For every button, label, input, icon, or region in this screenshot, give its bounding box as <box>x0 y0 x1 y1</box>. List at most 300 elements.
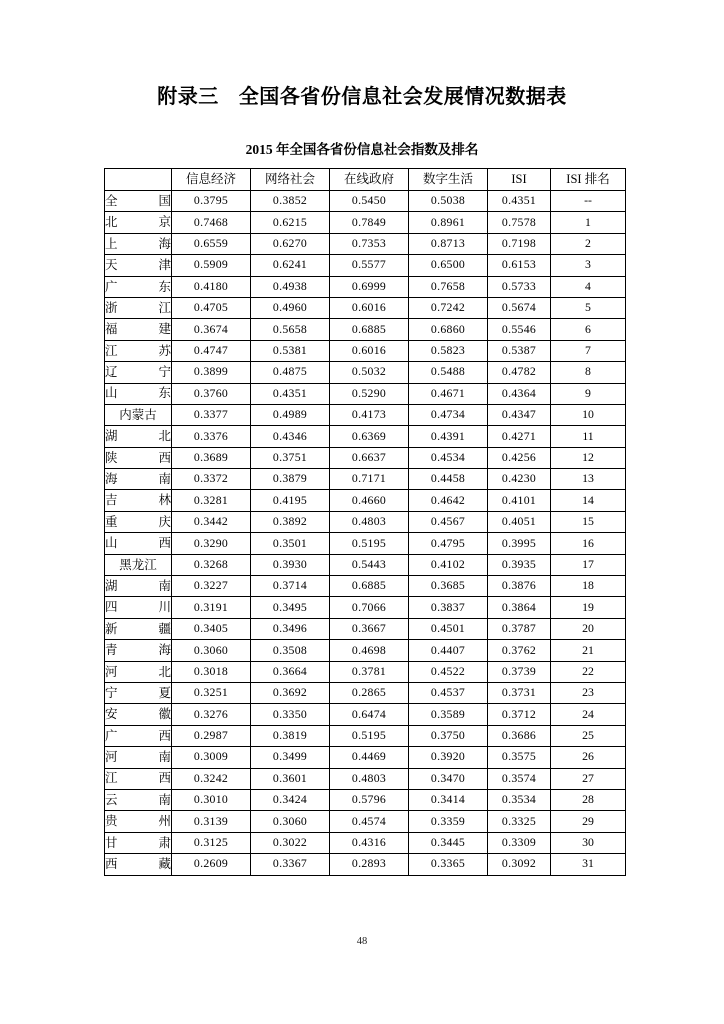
table-cell-region <box>105 811 172 832</box>
table-row <box>105 789 626 810</box>
table-row <box>105 747 626 768</box>
table-cell-zaixian: 0.6999 <box>330 276 409 297</box>
table-cell-zaixian: 0.5195 <box>330 725 409 746</box>
table-cell-isi: 0.4051 <box>488 511 551 532</box>
region-name: 江 苏 <box>105 343 171 358</box>
isi-data-table <box>104 168 626 876</box>
table-cell-xinxi: 0.3268 <box>172 554 251 575</box>
region-name: 河 南 <box>105 750 171 765</box>
table-cell-wangluo: 0.3692 <box>251 682 330 703</box>
table-row <box>105 191 626 212</box>
table-cell-zaixian: 0.7353 <box>330 233 409 254</box>
table-cell-wangluo: 0.3714 <box>251 576 330 597</box>
column-header-rank: ISI 排名 <box>551 169 626 191</box>
table-cell-isi: 0.3731 <box>488 682 551 703</box>
region-name: 山 西 <box>105 536 171 551</box>
table-cell-shuzi: 0.4458 <box>409 469 488 490</box>
table-cell-xinxi: 0.3674 <box>172 319 251 340</box>
table-cell-rank: 10 <box>551 404 626 425</box>
table-cell-rank: 8 <box>551 362 626 383</box>
table-cell-wangluo: 0.3496 <box>251 618 330 639</box>
table-cell-xinxi: 0.3276 <box>172 704 251 725</box>
region-name: 宁 夏 <box>105 685 171 700</box>
table-cell-isi: 0.5674 <box>488 297 551 318</box>
region-name: 贵 州 <box>105 814 171 829</box>
table-cell-wangluo: 0.3424 <box>251 789 330 810</box>
region-name: 上 海 <box>105 236 171 251</box>
table-cell-xinxi: 0.2609 <box>172 854 251 875</box>
table-row <box>105 576 626 597</box>
region-name: 浙 江 <box>105 300 171 315</box>
table-cell-shuzi: 0.3445 <box>409 832 488 853</box>
table-cell-rank: 6 <box>551 319 626 340</box>
table-cell-xinxi: 0.3060 <box>172 640 251 661</box>
table-row <box>105 597 626 618</box>
table-cell-wangluo: 0.3367 <box>251 854 330 875</box>
table-cell-zaixian: 0.3667 <box>330 618 409 639</box>
table-cell-shuzi: 0.3750 <box>409 725 488 746</box>
table-cell-xinxi: 0.3405 <box>172 618 251 639</box>
table-cell-isi: 0.4347 <box>488 404 551 425</box>
table-cell-isi: 0.4351 <box>488 191 551 212</box>
table-cell-zaixian: 0.6885 <box>330 576 409 597</box>
table-cell-wangluo: 0.3892 <box>251 511 330 532</box>
table-cell-rank: 17 <box>551 554 626 575</box>
table-cell-region <box>105 661 172 682</box>
table-cell-zaixian: 0.4660 <box>330 490 409 511</box>
table-cell-shuzi: 0.6860 <box>409 319 488 340</box>
table-cell-region <box>105 576 172 597</box>
table-cell-shuzi: 0.3685 <box>409 576 488 597</box>
table-cell-xinxi: 0.2987 <box>172 725 251 746</box>
region-name: 广 东 <box>105 279 171 294</box>
table-cell-zaixian: 0.5195 <box>330 533 409 554</box>
table-row <box>105 640 626 661</box>
column-header-isi: ISI <box>488 169 551 191</box>
table-cell-region <box>105 511 172 532</box>
table-cell-isi: 0.7198 <box>488 233 551 254</box>
table-cell-rank: 16 <box>551 533 626 554</box>
table-cell-zaixian: 0.5032 <box>330 362 409 383</box>
table-row <box>105 811 626 832</box>
table-cell-isi: 0.4782 <box>488 362 551 383</box>
table-cell-rank: 13 <box>551 469 626 490</box>
table-cell-wangluo: 0.6215 <box>251 212 330 233</box>
table-cell-rank: 2 <box>551 233 626 254</box>
table-cell-wangluo: 0.3852 <box>251 191 330 212</box>
table-row <box>105 533 626 554</box>
table-cell-zaixian: 0.7066 <box>330 597 409 618</box>
table-cell-zaixian: 0.4698 <box>330 640 409 661</box>
table-cell-rank: 22 <box>551 661 626 682</box>
table-cell-rank: 29 <box>551 811 626 832</box>
table-cell-shuzi: 0.3920 <box>409 747 488 768</box>
table-cell-zaixian: 0.6474 <box>330 704 409 725</box>
region-name: 西 藏 <box>105 857 171 872</box>
table-cell-wangluo: 0.3751 <box>251 447 330 468</box>
table-cell-xinxi: 0.3139 <box>172 811 251 832</box>
column-header-wangluo: 网络社会 <box>251 169 330 191</box>
table-cell-isi: 0.3712 <box>488 704 551 725</box>
page-title <box>0 0 724 110</box>
region-name: 黑龙江 <box>119 557 157 572</box>
table-cell-region <box>105 297 172 318</box>
table-cell-rank: 7 <box>551 340 626 361</box>
table-cell-isi: 0.3574 <box>488 768 551 789</box>
table-cell-isi: 0.7578 <box>488 212 551 233</box>
table-cell-xinxi: 0.3281 <box>172 490 251 511</box>
table-row <box>105 832 626 853</box>
table-cell-shuzi: 0.3365 <box>409 854 488 875</box>
table-cell-xinxi: 0.5909 <box>172 255 251 276</box>
table-cell-zaixian: 0.4173 <box>330 404 409 425</box>
region-name: 四 川 <box>105 600 171 615</box>
table-cell-rank: 4 <box>551 276 626 297</box>
table-cell-wangluo: 0.3930 <box>251 554 330 575</box>
table-row <box>105 618 626 639</box>
table-cell-shuzi: 0.4407 <box>409 640 488 661</box>
region-name: 陕 西 <box>105 450 171 465</box>
table-row <box>105 682 626 703</box>
table-cell-shuzi: 0.4501 <box>409 618 488 639</box>
table-header <box>105 169 626 191</box>
table-cell-region <box>105 747 172 768</box>
table-cell-isi: 0.3309 <box>488 832 551 853</box>
table-body <box>105 191 626 876</box>
table-row <box>105 511 626 532</box>
column-header-region <box>105 169 172 191</box>
table-cell-shuzi: 0.4522 <box>409 661 488 682</box>
table-header-row <box>105 169 626 191</box>
table-cell-zaixian: 0.5450 <box>330 191 409 212</box>
table-row <box>105 297 626 318</box>
column-header-zaixian: 在线政府 <box>330 169 409 191</box>
table-cell-region <box>105 362 172 383</box>
table-cell-shuzi: 0.6500 <box>409 255 488 276</box>
table-cell-region <box>105 597 172 618</box>
region-name: 北 京 <box>105 215 171 230</box>
table-cell-zaixian: 0.6369 <box>330 426 409 447</box>
table-cell-isi: 0.4230 <box>488 469 551 490</box>
table-cell-shuzi: 0.4567 <box>409 511 488 532</box>
table-cell-shuzi: 0.8961 <box>409 212 488 233</box>
table-cell-isi: 0.3762 <box>488 640 551 661</box>
table-cell-zaixian: 0.4803 <box>330 768 409 789</box>
table-cell-rank: 18 <box>551 576 626 597</box>
table-cell-xinxi: 0.6559 <box>172 233 251 254</box>
table-cell-isi: 0.4271 <box>488 426 551 447</box>
table-cell-wangluo: 0.5381 <box>251 340 330 361</box>
table-cell-region <box>105 768 172 789</box>
column-header-shuzi: 数字生活 <box>409 169 488 191</box>
page-title-prefix: 附录三 <box>157 86 219 108</box>
table-cell-wangluo: 0.6241 <box>251 255 330 276</box>
table-cell-isi: 0.6153 <box>488 255 551 276</box>
table-cell-xinxi: 0.4705 <box>172 297 251 318</box>
table-cell-isi: 0.3864 <box>488 597 551 618</box>
table-container <box>104 166 620 876</box>
table-cell-wangluo: 0.4938 <box>251 276 330 297</box>
region-name: 甘 肃 <box>105 835 171 850</box>
table-row <box>105 704 626 725</box>
table-cell-zaixian: 0.4574 <box>330 811 409 832</box>
table-row <box>105 276 626 297</box>
table-cell-rank: 9 <box>551 383 626 404</box>
table-cell-shuzi: 0.3589 <box>409 704 488 725</box>
region-name: 海 南 <box>105 472 171 487</box>
table-cell-rank: -- <box>551 191 626 212</box>
table-cell-rank: 1 <box>551 212 626 233</box>
table-cell-wangluo: 0.3508 <box>251 640 330 661</box>
table-cell-xinxi: 0.3125 <box>172 832 251 853</box>
table-cell-isi: 0.3739 <box>488 661 551 682</box>
table-cell-wangluo: 0.3601 <box>251 768 330 789</box>
table-cell-isi: 0.3686 <box>488 725 551 746</box>
table-cell-region <box>105 725 172 746</box>
table-cell-xinxi: 0.3376 <box>172 426 251 447</box>
table-row <box>105 319 626 340</box>
table-cell-shuzi: 0.4391 <box>409 426 488 447</box>
table-cell-region <box>105 340 172 361</box>
region-name: 内蒙古 <box>119 407 157 422</box>
table-row <box>105 554 626 575</box>
table-cell-rank: 19 <box>551 597 626 618</box>
region-name: 山 东 <box>105 386 171 401</box>
table-cell-wangluo: 0.3060 <box>251 811 330 832</box>
table-cell-shuzi: 0.4534 <box>409 447 488 468</box>
table-row <box>105 340 626 361</box>
table-cell-region <box>105 212 172 233</box>
table-cell-isi: 0.3534 <box>488 789 551 810</box>
table-cell-region <box>105 554 172 575</box>
table-cell-region <box>105 704 172 725</box>
table-cell-isi: 0.3787 <box>488 618 551 639</box>
table-cell-shuzi: 0.3470 <box>409 768 488 789</box>
region-name: 天 津 <box>105 258 171 273</box>
table-cell-zaixian: 0.5796 <box>330 789 409 810</box>
region-name: 云 南 <box>105 792 171 807</box>
table-cell-region <box>105 789 172 810</box>
table-cell-xinxi: 0.3251 <box>172 682 251 703</box>
table-cell-zaixian: 0.2893 <box>330 854 409 875</box>
table-row <box>105 447 626 468</box>
table-cell-isi: 0.3092 <box>488 854 551 875</box>
table-cell-wangluo: 0.3499 <box>251 747 330 768</box>
table-cell-shuzi: 0.4537 <box>409 682 488 703</box>
table-cell-shuzi: 0.4671 <box>409 383 488 404</box>
table-cell-zaixian: 0.6637 <box>330 447 409 468</box>
table-cell-region <box>105 490 172 511</box>
table-cell-rank: 31 <box>551 854 626 875</box>
table-cell-wangluo: 0.3022 <box>251 832 330 853</box>
table-cell-xinxi: 0.7468 <box>172 212 251 233</box>
table-caption: 2015 年全国各省份信息社会指数及排名 <box>245 142 479 157</box>
table-cell-zaixian: 0.4803 <box>330 511 409 532</box>
table-row <box>105 404 626 425</box>
region-name: 广 西 <box>105 728 171 743</box>
table-cell-isi: 0.3935 <box>488 554 551 575</box>
table-cell-region <box>105 233 172 254</box>
table-cell-xinxi: 0.3009 <box>172 747 251 768</box>
table-cell-zaixian: 0.7849 <box>330 212 409 233</box>
table-cell-rank: 24 <box>551 704 626 725</box>
region-name: 安 徽 <box>105 707 171 722</box>
region-name: 湖 南 <box>105 578 171 593</box>
table-cell-wangluo: 0.3879 <box>251 469 330 490</box>
table-cell-region <box>105 854 172 875</box>
table-cell-shuzi: 0.7242 <box>409 297 488 318</box>
table-cell-xinxi: 0.3899 <box>172 362 251 383</box>
table-row <box>105 490 626 511</box>
table-cell-wangluo: 0.3495 <box>251 597 330 618</box>
table-cell-region <box>105 426 172 447</box>
table-cell-xinxi: 0.3290 <box>172 533 251 554</box>
table-cell-isi: 0.5387 <box>488 340 551 361</box>
page-title-text: 全国各省份信息社会发展情况数据表 <box>238 86 567 108</box>
table-cell-isi: 0.3995 <box>488 533 551 554</box>
table-cell-rank: 3 <box>551 255 626 276</box>
table-cell-zaixian: 0.5290 <box>330 383 409 404</box>
table-cell-zaixian: 0.2865 <box>330 682 409 703</box>
table-cell-shuzi: 0.4795 <box>409 533 488 554</box>
table-cell-xinxi: 0.3442 <box>172 511 251 532</box>
region-name: 重 庆 <box>105 514 171 529</box>
table-cell-xinxi: 0.3191 <box>172 597 251 618</box>
table-cell-shuzi: 0.8713 <box>409 233 488 254</box>
table-cell-shuzi: 0.3359 <box>409 811 488 832</box>
table-cell-xinxi: 0.3377 <box>172 404 251 425</box>
table-cell-xinxi: 0.3227 <box>172 576 251 597</box>
table-cell-region <box>105 404 172 425</box>
table-cell-shuzi: 0.3414 <box>409 789 488 810</box>
region-name: 青 海 <box>105 643 171 658</box>
table-cell-shuzi: 0.4734 <box>409 404 488 425</box>
region-name: 河 北 <box>105 664 171 679</box>
table-cell-wangluo: 0.3664 <box>251 661 330 682</box>
table-cell-region <box>105 469 172 490</box>
table-cell-zaixian: 0.6016 <box>330 297 409 318</box>
table-cell-wangluo: 0.4351 <box>251 383 330 404</box>
table-cell-region <box>105 618 172 639</box>
table-cell-region <box>105 832 172 853</box>
table-cell-zaixian: 0.6016 <box>330 340 409 361</box>
table-cell-rank: 11 <box>551 426 626 447</box>
table-cell-region <box>105 447 172 468</box>
table-cell-wangluo: 0.4195 <box>251 490 330 511</box>
table-cell-rank: 30 <box>551 832 626 853</box>
table-cell-xinxi: 0.4747 <box>172 340 251 361</box>
table-row <box>105 725 626 746</box>
table-cell-zaixian: 0.6885 <box>330 319 409 340</box>
table-row <box>105 383 626 404</box>
table-cell-region <box>105 682 172 703</box>
table-cell-zaixian: 0.7171 <box>330 469 409 490</box>
table-row <box>105 362 626 383</box>
region-name: 新 疆 <box>105 621 171 636</box>
table-row <box>105 469 626 490</box>
table-cell-rank: 28 <box>551 789 626 810</box>
table-cell-isi: 0.3325 <box>488 811 551 832</box>
table-cell-xinxi: 0.3760 <box>172 383 251 404</box>
table-cell-zaixian: 0.5577 <box>330 255 409 276</box>
table-cell-shuzi: 0.3837 <box>409 597 488 618</box>
table-cell-isi: 0.4364 <box>488 383 551 404</box>
table-cell-xinxi: 0.3018 <box>172 661 251 682</box>
table-cell-rank: 25 <box>551 725 626 746</box>
table-cell-isi: 0.3876 <box>488 576 551 597</box>
table-row <box>105 233 626 254</box>
table-cell-isi: 0.3575 <box>488 747 551 768</box>
page-number: 48 <box>356 936 368 947</box>
table-cell-shuzi: 0.4102 <box>409 554 488 575</box>
table-cell-isi: 0.5546 <box>488 319 551 340</box>
region-name: 福 建 <box>105 322 171 337</box>
table-cell-rank: 14 <box>551 490 626 511</box>
table-cell-zaixian: 0.3781 <box>330 661 409 682</box>
table-cell-wangluo: 0.3501 <box>251 533 330 554</box>
table-cell-rank: 12 <box>551 447 626 468</box>
table-cell-region <box>105 191 172 212</box>
region-name: 全 国 <box>105 193 171 208</box>
table-cell-region <box>105 383 172 404</box>
table-cell-wangluo: 0.4960 <box>251 297 330 318</box>
table-cell-rank: 15 <box>551 511 626 532</box>
table-cell-isi: 0.5733 <box>488 276 551 297</box>
table-cell-rank: 26 <box>551 747 626 768</box>
table-cell-rank: 5 <box>551 297 626 318</box>
table-row <box>105 212 626 233</box>
region-name: 吉 林 <box>105 493 171 508</box>
table-cell-region <box>105 319 172 340</box>
table-cell-rank: 20 <box>551 618 626 639</box>
table-cell-region <box>105 255 172 276</box>
table-cell-shuzi: 0.5488 <box>409 362 488 383</box>
table-cell-shuzi: 0.4642 <box>409 490 488 511</box>
table-cell-xinxi: 0.3010 <box>172 789 251 810</box>
table-cell-isi: 0.4256 <box>488 447 551 468</box>
table-cell-shuzi: 0.5038 <box>409 191 488 212</box>
table-cell-isi: 0.4101 <box>488 490 551 511</box>
table-cell-wangluo: 0.3350 <box>251 704 330 725</box>
column-header-xinxi: 信息经济 <box>172 169 251 191</box>
region-name: 辽 宁 <box>105 365 171 380</box>
table-cell-zaixian: 0.4316 <box>330 832 409 853</box>
table-row <box>105 854 626 875</box>
table-row <box>105 661 626 682</box>
table-cell-xinxi: 0.3689 <box>172 447 251 468</box>
table-cell-wangluo: 0.4346 <box>251 426 330 447</box>
table-cell-rank: 23 <box>551 682 626 703</box>
table-cell-rank: 21 <box>551 640 626 661</box>
table-cell-region <box>105 533 172 554</box>
table-cell-wangluo: 0.6270 <box>251 233 330 254</box>
table-cell-shuzi: 0.5823 <box>409 340 488 361</box>
table-cell-wangluo: 0.4989 <box>251 404 330 425</box>
table-cell-region <box>105 276 172 297</box>
table-row <box>105 426 626 447</box>
table-cell-xinxi: 0.4180 <box>172 276 251 297</box>
table-cell-region <box>105 640 172 661</box>
region-name: 江 西 <box>105 771 171 786</box>
table-cell-wangluo: 0.3819 <box>251 725 330 746</box>
table-cell-wangluo: 0.5658 <box>251 319 330 340</box>
region-name: 湖 北 <box>105 429 171 444</box>
table-cell-xinxi: 0.3242 <box>172 768 251 789</box>
table-cell-xinxi: 0.3372 <box>172 469 251 490</box>
table-row <box>105 768 626 789</box>
table-row <box>105 255 626 276</box>
table-cell-zaixian: 0.5443 <box>330 554 409 575</box>
